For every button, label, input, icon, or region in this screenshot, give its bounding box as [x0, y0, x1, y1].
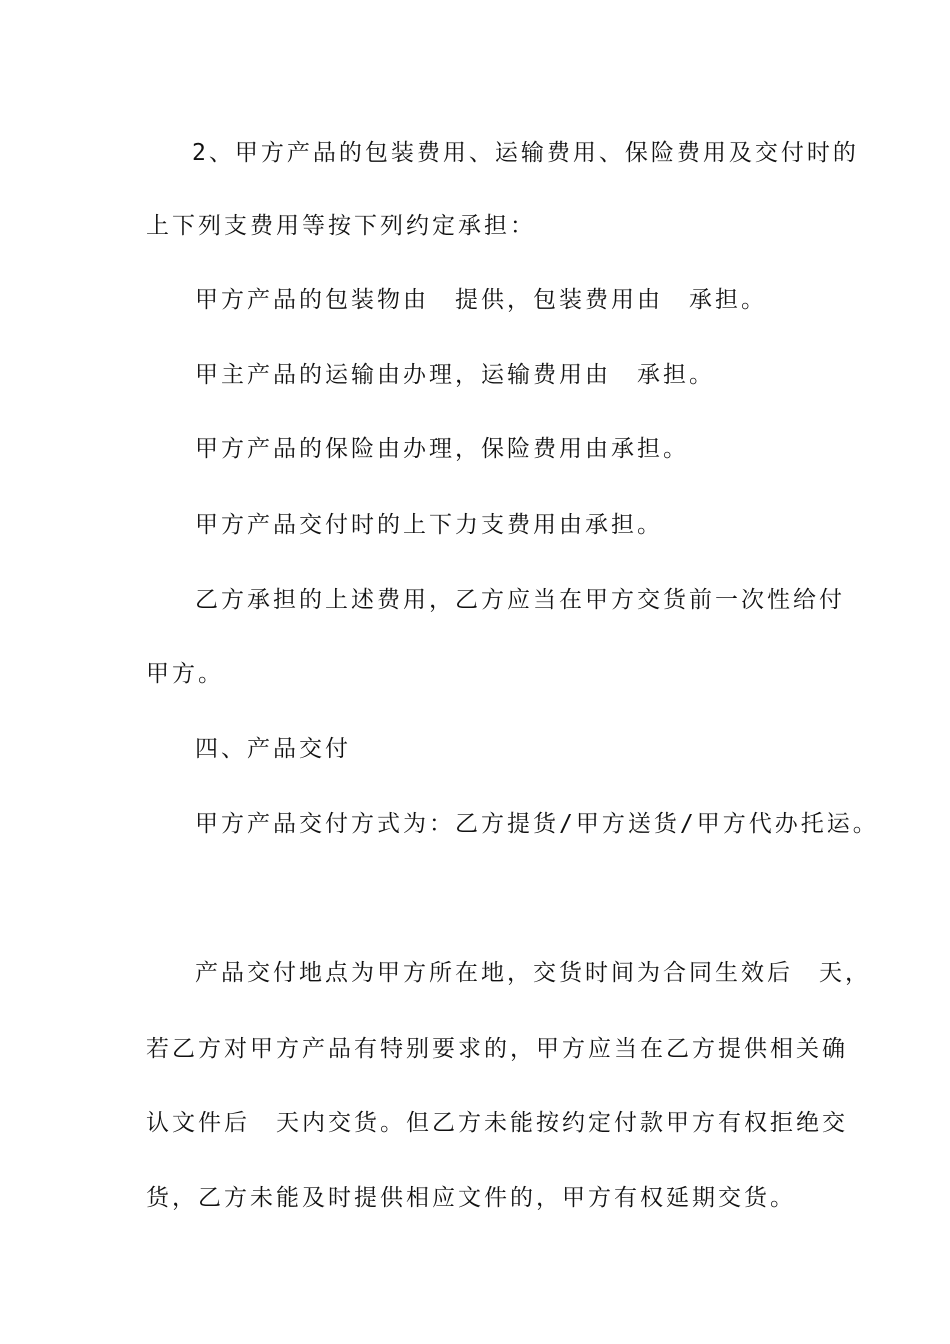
- paragraph-line: 上下列支费用等按下列约定承担：: [146, 213, 536, 239]
- paragraph-line: 认文件后 天内交货。但乙方未能按约定付款甲方有权拒绝交: [146, 1110, 848, 1136]
- paragraph-line: 甲方产品的保险由办理，保险费用由承担。: [195, 436, 689, 462]
- paragraph-line: 甲方。: [146, 661, 224, 687]
- paragraph-line: 2、甲方产品的包装费用、运输费用、保险费用及交付时的: [192, 140, 859, 166]
- paragraph-line: 甲方产品交付时的上下力支费用由承担。: [195, 512, 663, 538]
- paragraph-line: 乙方承担的上述费用，乙方应当在甲方交货前一次性给付: [195, 587, 845, 613]
- paragraph-line: 甲方产品的包装物由 提供，包装费用由 承担。: [195, 287, 767, 313]
- paragraph-line: 甲方产品交付方式为：乙方提货/甲方送货/甲方代办托运。: [195, 811, 879, 837]
- paragraph-line: 甲主产品的运输由办理，运输费用由 承担。: [195, 362, 715, 388]
- section-heading: 四、产品交付: [195, 736, 351, 762]
- paragraph-line: 产品交付地点为甲方所在地，交货时间为合同生效后 天，: [195, 960, 871, 986]
- paragraph-line: 若乙方对甲方产品有特别要求的，甲方应当在乙方提供相关确: [146, 1036, 848, 1062]
- paragraph-line: 货，乙方未能及时提供相应文件的，甲方有权延期交货。: [146, 1185, 796, 1211]
